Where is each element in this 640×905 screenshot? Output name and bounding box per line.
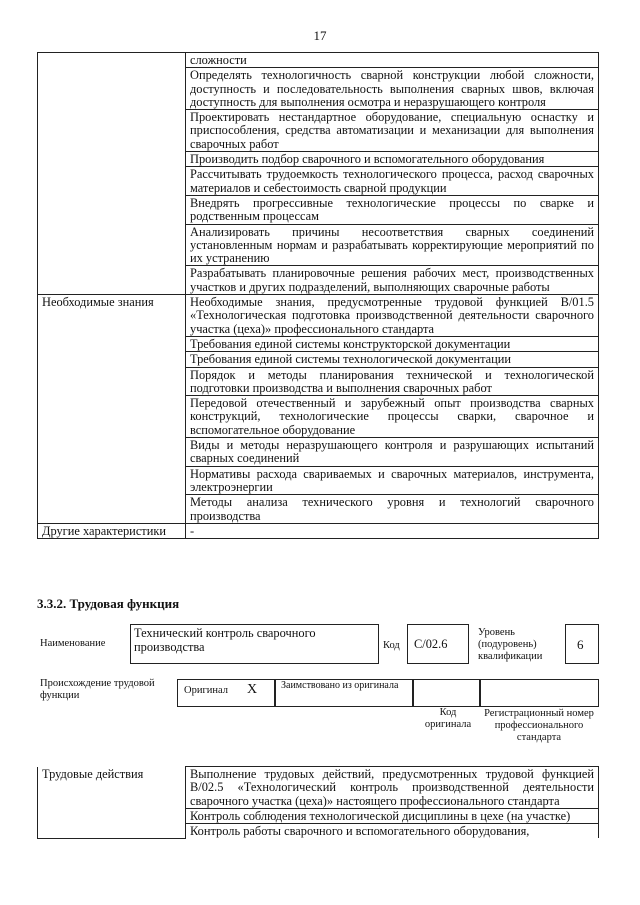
code-value: C/02.6: [414, 637, 448, 651]
skill-row: Проектировать нестандартное оборудование, специальную оснастку и приспособления, средства автоматизации и механизации для выполнения сварочных работ: [186, 110, 599, 152]
knowledge-row: Порядок и методы планирования технической и технологической подготовки производства и выполнения сварочных работ: [186, 367, 599, 396]
labor-action-row: Контроль соблюдения технологической дисциплины в цехе (на участке): [186, 808, 599, 823]
name-value: Технический контроль сварочного производства: [134, 626, 316, 654]
level-label: Уровень (подуровень) квалификации: [478, 627, 543, 662]
other-value: -: [186, 523, 599, 538]
code-label: Код: [383, 640, 400, 651]
other-label: Другие характеристики: [38, 523, 186, 538]
level-value: 6: [577, 637, 584, 652]
code-original-caption: Код оригинала: [424, 707, 472, 730]
knowledge-row: Виды и методы неразрушающего контроля и разрушающих испытаний сварных соединений: [186, 438, 599, 467]
skill-row: Внедрять прогрессивные технологические процессы по сварке и родственным процессам: [186, 195, 599, 224]
skill-row: сложности: [186, 53, 599, 68]
competency-table: [37, 52, 599, 539]
reg-number-caption: Регистрационный номер профессионального стандарта: [484, 708, 594, 743]
reg-number-box: [479, 679, 599, 707]
knowledge-label: Необходимые знания: [38, 295, 186, 524]
skill-row: Разрабатывать планировочные решения рабочих мест, производственных участков и других подразделений, выполняющих сварочные работы: [186, 266, 599, 295]
knowledge-row: Необходимые знания, предусмотренные трудовой функцией B/01.5 «Технологическая подготовка производственной деятельности сварочного участка (цеха)» профессионального стандарта: [186, 295, 599, 337]
knowledge-row: Передовой отечественный и зарубежный опыт производства сварных конструкций, технологические процессы сварки, сварочное и вспомогательное оборудование: [186, 396, 599, 438]
labor-actions-table: [37, 766, 599, 839]
skill-row: Производить подбор сварочного и вспомогательного оборудования: [186, 152, 599, 167]
skill-row: Рассчитывать трудоемкость технологического процесса, расход сварочных материалов и себестоимость сварной продукции: [186, 167, 599, 196]
skill-row: Анализировать причины несоответствия сварных соединений установленным нормам и разрабатывать корректирующие мероприятий по их устранению: [186, 224, 599, 266]
borrowed-label: Заимствовано из оригинала: [281, 680, 399, 691]
knowledge-row: Методы анализа технического уровня и технологий сварочного производства: [186, 495, 599, 524]
original-label: Оригинал: [184, 685, 228, 696]
code-original-box: [412, 679, 481, 707]
skill-row: Определять технологичность сварной конструкции любой сложности, доступность и последовательность выполнения сварных швов, включая доступность для выполнения осмотра и неразрушающего контроля: [186, 68, 599, 110]
knowledge-row: Требования единой системы конструкторской документации: [186, 336, 599, 351]
labor-actions-label: Трудовые действия: [38, 767, 186, 839]
section-heading: 3.3.2. Трудовая функция: [37, 596, 180, 611]
labor-action-row: Выполнение трудовых действий, предусмотренных трудовой функцией B/02.5 «Технологический контроль производственной деятельности сварочного участка (цеха)» настоящего профессионального стандарта: [186, 767, 599, 809]
skills-label-cell: [38, 53, 186, 295]
origin-label: Происхождение трудовой функции: [40, 678, 155, 701]
page-number: 17: [313, 28, 327, 43]
knowledge-row: Нормативы расхода свариваемых и сварочных материалов, инструмента, электроэнергии: [186, 466, 599, 495]
name-label: Наименование: [40, 638, 106, 649]
knowledge-row: Требования единой системы технологической документации: [186, 352, 599, 367]
labor-action-row: Контроль работы сварочного и вспомогательного оборудования,: [186, 824, 599, 839]
original-mark: X: [247, 682, 258, 697]
